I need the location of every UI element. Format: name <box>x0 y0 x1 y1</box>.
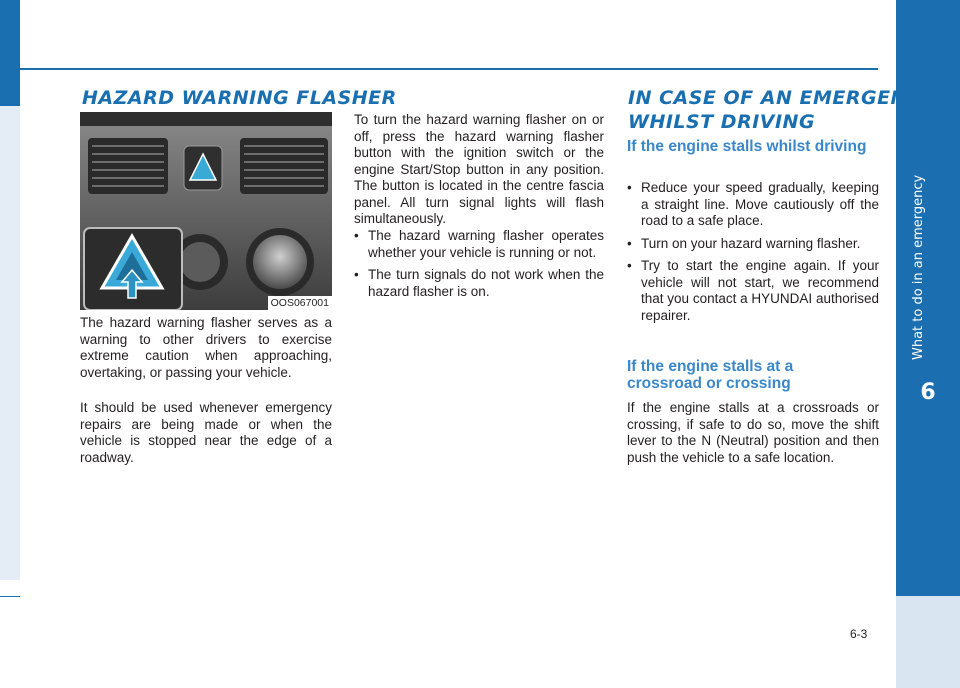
header-rule <box>20 68 878 70</box>
page-number: 6-3 <box>850 627 868 641</box>
hazard-notes-list <box>354 228 604 306</box>
figure-code: OOS067001 <box>268 296 332 310</box>
dashboard-illustration <box>80 112 332 310</box>
chapter-side-tab-footer <box>896 596 960 688</box>
stall-driving-heading: If the engine stalls whilst driving <box>627 138 867 155</box>
hazard-button-photo <box>80 112 332 310</box>
hazard-usage-paragraph: It should be used whenever emergency repairs are being made or when the vehicle is stopped near the edge of a roadway. <box>80 400 332 465</box>
chapter-label <box>911 340 926 360</box>
stall-crossroad-paragraph: If the engine stalls at a crossroads or crossing, if safe to do so, move the shift lever to the N (Neutral) position and then push the vehicle to a safe location. <box>627 400 879 465</box>
left-margin-accent <box>0 0 20 106</box>
list-item: • Turn on your hazard warning flasher. <box>627 236 879 253</box>
left-margin-rule <box>0 596 20 597</box>
hazard-section-title: HAZARD WARNING FLASHER <box>82 87 397 109</box>
emergency-title-line-2: WHILST DRIVING <box>628 111 816 133</box>
stall-driving-list <box>627 180 879 330</box>
emergency-title-line-1: IN CASE OF AN EMERGENCY <box>628 87 936 109</box>
list-item: • Reduce your speed gradually, keeping a straight line. Move cautiously off the road to a safe place. <box>627 180 879 230</box>
hazard-intro-paragraph: The hazard warning flasher serves as a warning to other drivers to exercise extreme caution when approaching, overtaking, or passing your vehicle. <box>80 315 332 380</box>
hazard-operation-paragraph: To turn the hazard warning flasher on or off, press the hazard warning flasher button with the ignition switch or the engine Start/Stop button in any position. The button is located in the centre fascia panel. All turn signal lights will flash simultaneously. <box>354 112 604 226</box>
stall-crossroad-heading: If the engine stalls at a crossroad or crossing <box>627 358 794 392</box>
chapter-number: 6 <box>920 380 936 405</box>
emergency-section-title <box>628 86 936 134</box>
list-item: • The turn signals do not work when the hazard flasher is on. <box>354 267 604 300</box>
list-item: • The hazard warning flasher operates whether your vehicle is running or not. <box>354 228 604 261</box>
list-item: • Try to start the engine again. If your vehicle will not start, we recommend that you contact a HYUNDAI authorised repairer. <box>627 258 879 324</box>
